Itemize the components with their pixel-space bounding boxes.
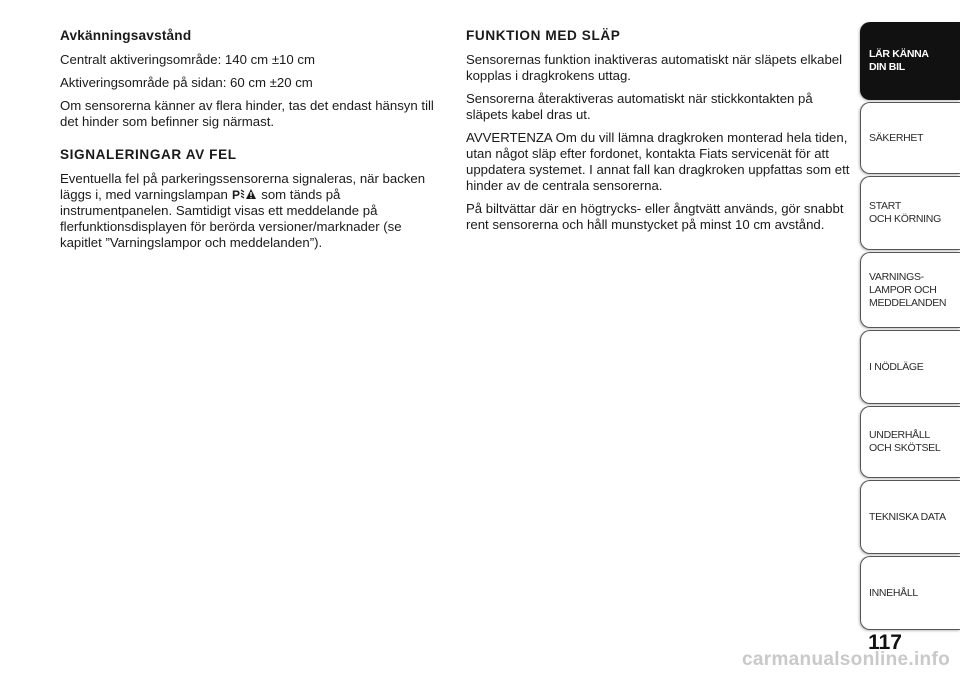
watermark-text: carmanualsonline.info (742, 649, 950, 670)
text-trailer-para2: Sensorerna återaktiveras automatiskt när stickkontakten på släpets kabel dras ut. (466, 91, 813, 122)
tab-varningslampor[interactable]: VARNINGS- LAMPOR OCH MEDDELANDEN (860, 252, 960, 328)
tab-sakerhet[interactable]: SÄKERHET (860, 102, 960, 174)
tab-start-och-korning[interactable]: START OCH KÖRNING (860, 176, 960, 250)
parking-sensor-warning-icon (232, 188, 258, 200)
heading-error-signals: SIGNALERINGAR AV FEL (60, 147, 237, 162)
tab-tekniska-data[interactable]: TEKNISKA DATA (860, 480, 960, 554)
text-trailer-para4: På biltvättar där en högtrycks- eller ångtvätt används, gör snabbt rent sensorerna och håll munstycket på minst 10 cm avstånd. (466, 201, 844, 232)
chapter-tabs (860, 22, 960, 632)
heading-trailer-function: FUNKTION MED SLÄP (466, 28, 621, 43)
left-column (60, 28, 438, 258)
heading-detection-distance: Avkänningsavstånd (60, 28, 192, 43)
text-side-range: Aktiveringsområde på sidan: 60 cm ±20 cm (60, 75, 313, 90)
page-number: 117 (868, 631, 902, 654)
text-error-signals (60, 171, 438, 251)
tab-lar-kanna-din-bil[interactable]: LÄR KÄNNA DIN BIL (860, 22, 960, 100)
tab-innehall[interactable]: INNEHÅLL (860, 556, 960, 630)
text-error-part2: som tänds på instrumentpanelen. Samtidigt visas ett meddelande på flerfunktionsdisplayen för berörda versioner/marknader (se kapitlet ”Varningslampor och meddelanden”). (60, 187, 402, 250)
tab-i-nodlage[interactable]: I NÖDLÄGE (860, 330, 960, 404)
text-error-part1: Eventuella fel på parkeringssensorerna signaleras, när backen läggs i, med varningslampan (60, 171, 426, 202)
tab-underhall-och-skotsel[interactable]: UNDERHÅLL OCH SKÖTSEL (860, 406, 960, 478)
svg-text:P: P (231, 188, 240, 200)
text-central-range: Centralt aktiveringsområde: 140 cm ±10 cm (60, 52, 315, 67)
text-multiple-obstacles: Om sensorerna känner av flera hinder, tas det endast hänsyn till det hinder som befinner sig närmast. (60, 98, 434, 129)
text-trailer-para3: AVVERTENZA Om du vill lämna dragkroken monterad hela tiden, utan något släp efter fordonet, kontakta Fiats servicenät för att uppdatera systemet. I annat fall kan dragkroken uppfattas som ett hinder av de centrala sensorerna. (466, 130, 850, 193)
right-column (466, 28, 854, 240)
text-trailer-para1: Sensorernas funktion inaktiveras automatiskt när släpets elkabel kopplas i dragkrokens uttag. (466, 52, 843, 83)
